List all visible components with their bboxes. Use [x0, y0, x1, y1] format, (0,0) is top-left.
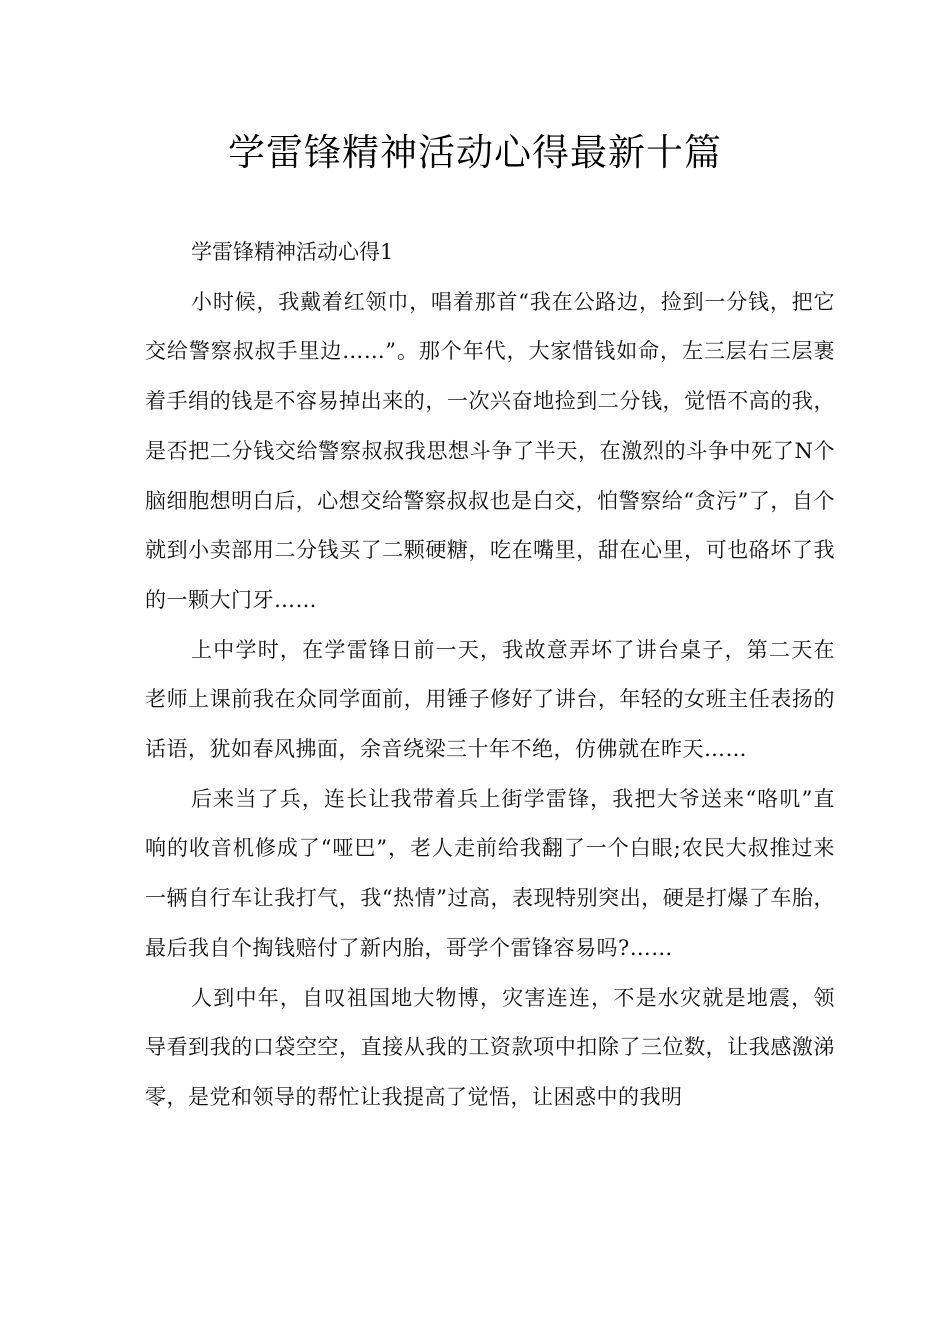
section-heading: 学雷锋精神活动心得1 — [191, 240, 394, 264]
paragraph-childhood: 小时候，我戴着红领巾，唱着那首“我在公路边，捡到一分钱，把它交给警察叔叔手里边……”。那个年代，大家惜钱如命，左三层右三层裹着手绢的钱是不容易掉出来的，一次兴奋地捡到二分钱，觉悟不高的我，是否把二分钱交给警察叔叔我思想斗争了半天，在激烈的斗争中死了N个脑细胞想明白后，心想交给警察叔叔也是白交，怕警察给“贪污”了，自个就到小卖部用二分钱买了二颗硬糖，吃在嘴里，甜在心里，可也硌坏了我的一颗大门牙…… — [145, 289, 835, 612]
document-body — [145, 228, 835, 1123]
paragraph-army: 后来当了兵，连长让我带着兵上街学雷锋，我把大爷送来“咯叽”直响的收音机修成了“哑巴”，老人走前给我翻了一个白眼;农民大叔推过来一辆自行车让我打气，我“热情”过高，表现特别突出，硬是打爆了车胎，最后我自个掏钱赔付了新内胎，哥学个雷锋容易吗?…… — [145, 786, 835, 960]
paragraph-middle-age: 人到中年，自叹祖国地大物博，灾害连连，不是水灾就是地震，领导看到我的口袋空空，直接从我的工资款项中扣除了三位数，让我感激涕零，是党和领导的帮忙让我提高了觉悟，让困惑中的我明 — [145, 985, 835, 1109]
document-title: 学雷锋精神活动心得最新十篇 — [228, 131, 722, 174]
paragraph-middle-school: 上中学时，在学雷锋日前一天，我故意弄坏了讲台桌子，第二天在老师上课前我在众同学面前，用锤子修好了讲台，年轻的女班主任表扬的话语，犹如春风拂面，余音绕梁三十年不绝，仿佛就在昨天…… — [145, 637, 835, 762]
